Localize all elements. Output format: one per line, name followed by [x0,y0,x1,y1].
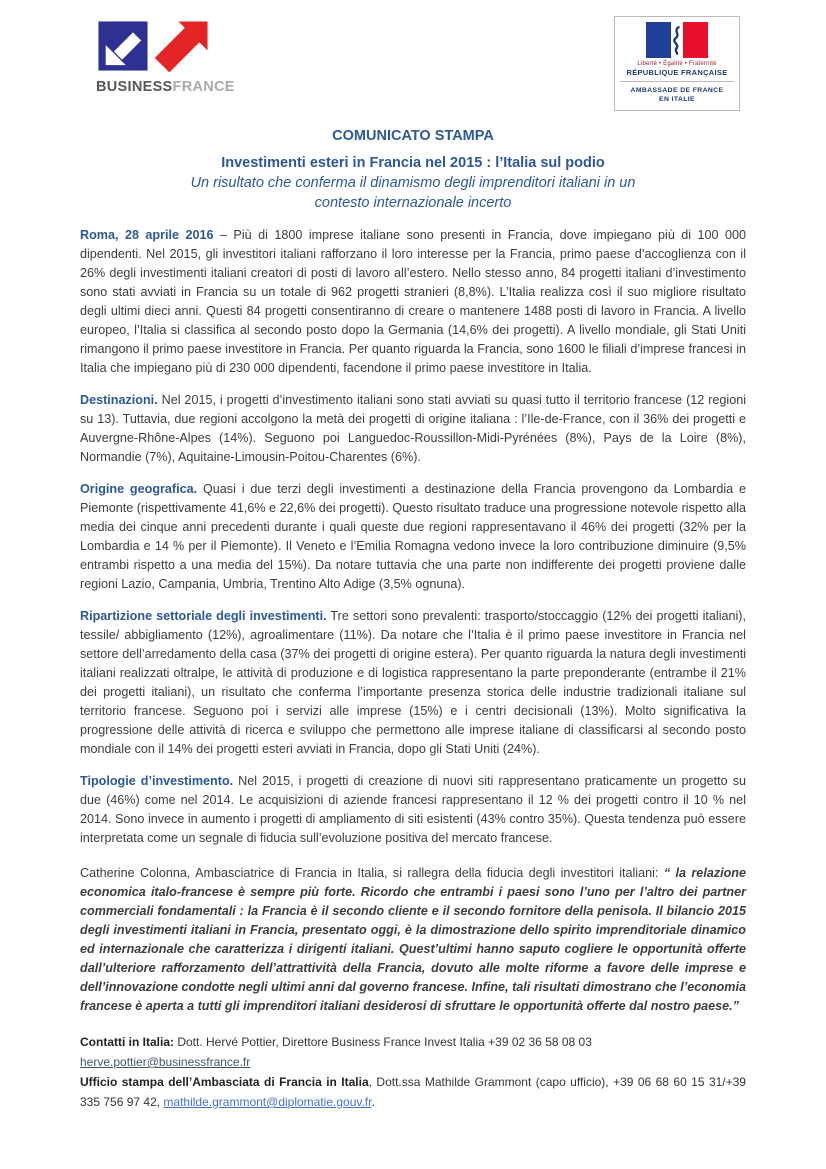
paragraph-destinations [80,391,746,467]
flag-white-stripe [671,22,683,58]
flag-red-stripe [683,22,708,58]
contacts-email-link[interactable]: herve.pottier@businessfrance.fr [80,1055,251,1069]
contacts-label: Contatti in Italia: [80,1035,174,1049]
embassy-logo [614,16,740,111]
contacts-line [80,1032,746,1052]
business-france-logo [96,16,235,95]
press-office-text: , Dott.ssa Mathilde Grammont (capo ufficio), +39 06 68 60 15 31/+39 335 756 97 42, [80,1075,746,1109]
paragraph-lead: Roma, 28 aprile 2016 [80,228,214,242]
paragraph-lead: Tipologie d’investimento. [80,774,234,788]
paragraph-body: Quasi i due terzi degli investimenti a destinazione della Francia provengono da Lombardia e Piemonte (rispettivamente 41,6% e 22,6% dei progetti). Questo risultato traduce una progressione notevole rispetto alla media dei cinque anni precedenti durante i quali queste due regioni rappresentavano il 46% dei progetti (32% per la Lombardia e 14 % per il Piemonte). Il Veneto e l’Emilia Romagna vedono invece la loro contribuzione diminuire (9,5% entrambi rispetto a una media del 15%). Da notare tuttavia che una parte non indifferente dei progetti proviene dalle regioni Lazio, Campania, Umbria, Trentino Alto Adige (3,5% ognuna). [80,482,746,591]
press-office-line [80,1072,746,1112]
contacts-text: Dott. Hervé Pottier, Direttore Business France Invest Italia +39 02 36 58 08 03 [177,1035,592,1049]
embassy-republic-name: RÉPUBLIQUE FRANÇAISE [626,68,728,77]
paragraph-geographic-origin [80,480,746,594]
embassy-divider [620,81,734,82]
business-france-name-light: FRANCE [172,79,235,95]
contacts-section [80,1032,746,1112]
marianne-silhouette-icon [669,24,685,56]
paragraph-lead: Origine geografica. [80,482,198,496]
press-release-title: Investimenti esteri in Francia nel 2015 : l’Italia sul podio [221,155,605,171]
press-release-subtitle: Un risultato che conferma il dinamismo degli imprenditori italiani in un contesto internazionale incerto [190,175,636,211]
flag-blue-stripe [646,22,671,58]
press-office-label: Ufficio stampa dell’Ambasciata di Francia in Italia [80,1075,369,1089]
quote-text: “ la relazione economica italo-francese è sempre più forte. Ricordo che entrambi i paesi sono l’uno per l’altro dei partner commerciali fondamentali : la Francia è il secondo cliente e il secondo fornitore della penisola. Il bilancio 2015 degli investimenti italiani in Francia, presentato oggi, è la dimostrazione dello spirito imprenditoriale dinamico ed internazionale che caratterizza i dirigenti italiani. Quest’ultimi hanno saputo cogliere le opportunità offerte dall’ulteriore rafforzamento dell’attrattività della Francia, dovuto alle molte riforme a favore delle imprese e dell’innovazione condotte negli ultimi anni dal governo francese. Infine, tali risultati dimostrano che l’economia francese è aperta a tutti gli imprenditori italiani desiderosi di sfruttare le opportunità offerte dal nostro paese.” [80,866,747,1013]
embassy-name-line1: AMBASSADE DE FRANCE [630,87,724,94]
business-france-arrows-icon [96,16,210,76]
paragraph-ambassador-quote [80,864,746,1016]
paragraph-lead: Ripartizione settoriale degli investimenti. [80,609,327,623]
press-office-end: . [371,1095,375,1109]
paragraph-lead: Destinazioni. [80,393,158,407]
paragraph-body: Nel 2015, i progetti d’investimento italiani sono stati avviati su quasi tutto il territorio francese (12 regioni su 13). Tuttavia, due regioni accolgono la metà dei progetti di origine italiana : l’Ile-de-France, con il 36% dei progetti e Auvergne-Rhône-Alpes (14%). Seguono poi Languedoc-Roussillon-Midi-Pyrénées (8%), Pays de la Loire (8%), Normandie (7%), Aquitaine-Limousin-Poitou-Charentes (6%). [80,393,747,464]
paragraph-dateline-intro [80,226,746,378]
french-flag-icon [646,22,708,58]
business-france-name-bold: BUSINESS [96,79,173,95]
press-office-email-link[interactable]: mathilde.grammont@diplomatie.gouv.fr [163,1095,372,1109]
business-france-wordmark [96,79,235,95]
embassy-name-line2: EN ITALIE [659,96,695,103]
embassy-name [618,86,736,104]
embassy-motto: Liberté • Égalité • Fraternité [637,61,717,67]
paragraph-body: – Più di 1800 imprese italiane sono presenti in Francia, dove impiegano più di 100 000 dipendenti. Nel 2015, gli investitori italiani rafforzano il loro interesse per la Francia, primo paese d’accoglienza con il 26% degli investimenti italiani creatori di posti di lavoro all’estero. Nello stesso anno, 84 progetti italiani d’investimento sono stati avviati in Francia su un totale di 962 progetti stranieri (8,8%). L’Italia realizza così il suo migliore risultato degli ultimi dieci anni. Questi 84 progetti consentiranno di creare o mantenere 1488 posti di lavoro in Francia. A livello europeo, l’Italia si classifica al secondo posto dopo la Germania (14,6% dei progetti). A livello mondiale, gli Stati Uniti rimangono il primo paese investitore in Francia. Per quanto riguarda la Francia, sono 1600 le filiali d’imprese francesi in Italia che impiegano più di 230 000 dipendenti, facendone il primo paese investitore in Italia. [80,228,747,375]
contacts-email-line [80,1052,746,1072]
quote-intro: Catherine Colonna, Ambasciatrice di Francia in Italia, si rallegra della fiducia degli investitori italiani: [80,866,659,880]
paragraph-body: Nel 2015, i progetti di creazione di nuovi siti rappresentano praticamente un progetto su due (46%) come nel 2014. Le acquisizioni di aziende francesi rappresentano il 12 % dei progetti contro il 10 % nel 2014. Sono invece in aumento i progetti di ampliamento di siti esistenti (43% contro 35%). Questa tendenza può essere interpretata come un segnale di fiducia sull’evoluzione positiva del mercato francese. [80,774,747,845]
document-header [80,16,746,106]
press-release-kicker: COMUNICATO STAMPA [332,128,494,144]
paragraph-investment-types [80,772,746,848]
paragraph-sector-breakdown [80,607,746,759]
paragraph-body: Tre settori sono prevalenti: trasporto/stoccaggio (12% dei progetti italiani), tessile/ abbigliamento (12%), agroalimentare (11%). Da notare che l’Italia è il primo paese investitore in Francia nel settore dell’arredamento della casa (37% dei progetti di origine estera). Per quanto riguarda la natura degli investimenti italiani realizzati oltralpe, le attività di produzione e di logistica rappresentano la parte preponderante (entrambe il 21% dei progetti italiani), un risultato che conferma l’importante presenza storica delle industrie tradizionali italiane sul territorio francese. Seguono poi i servizi alle imprese (15%) e i centri decisionali (13%). Molto significativa la progressione delle attività di ricerca e sviluppo che permettono alle imprese italiane di classificarsi al secondo posto mondiale con il 14% dei progetti esteri avviati in Francia, dopo gli Stati Uniti (24%). [80,609,746,756]
